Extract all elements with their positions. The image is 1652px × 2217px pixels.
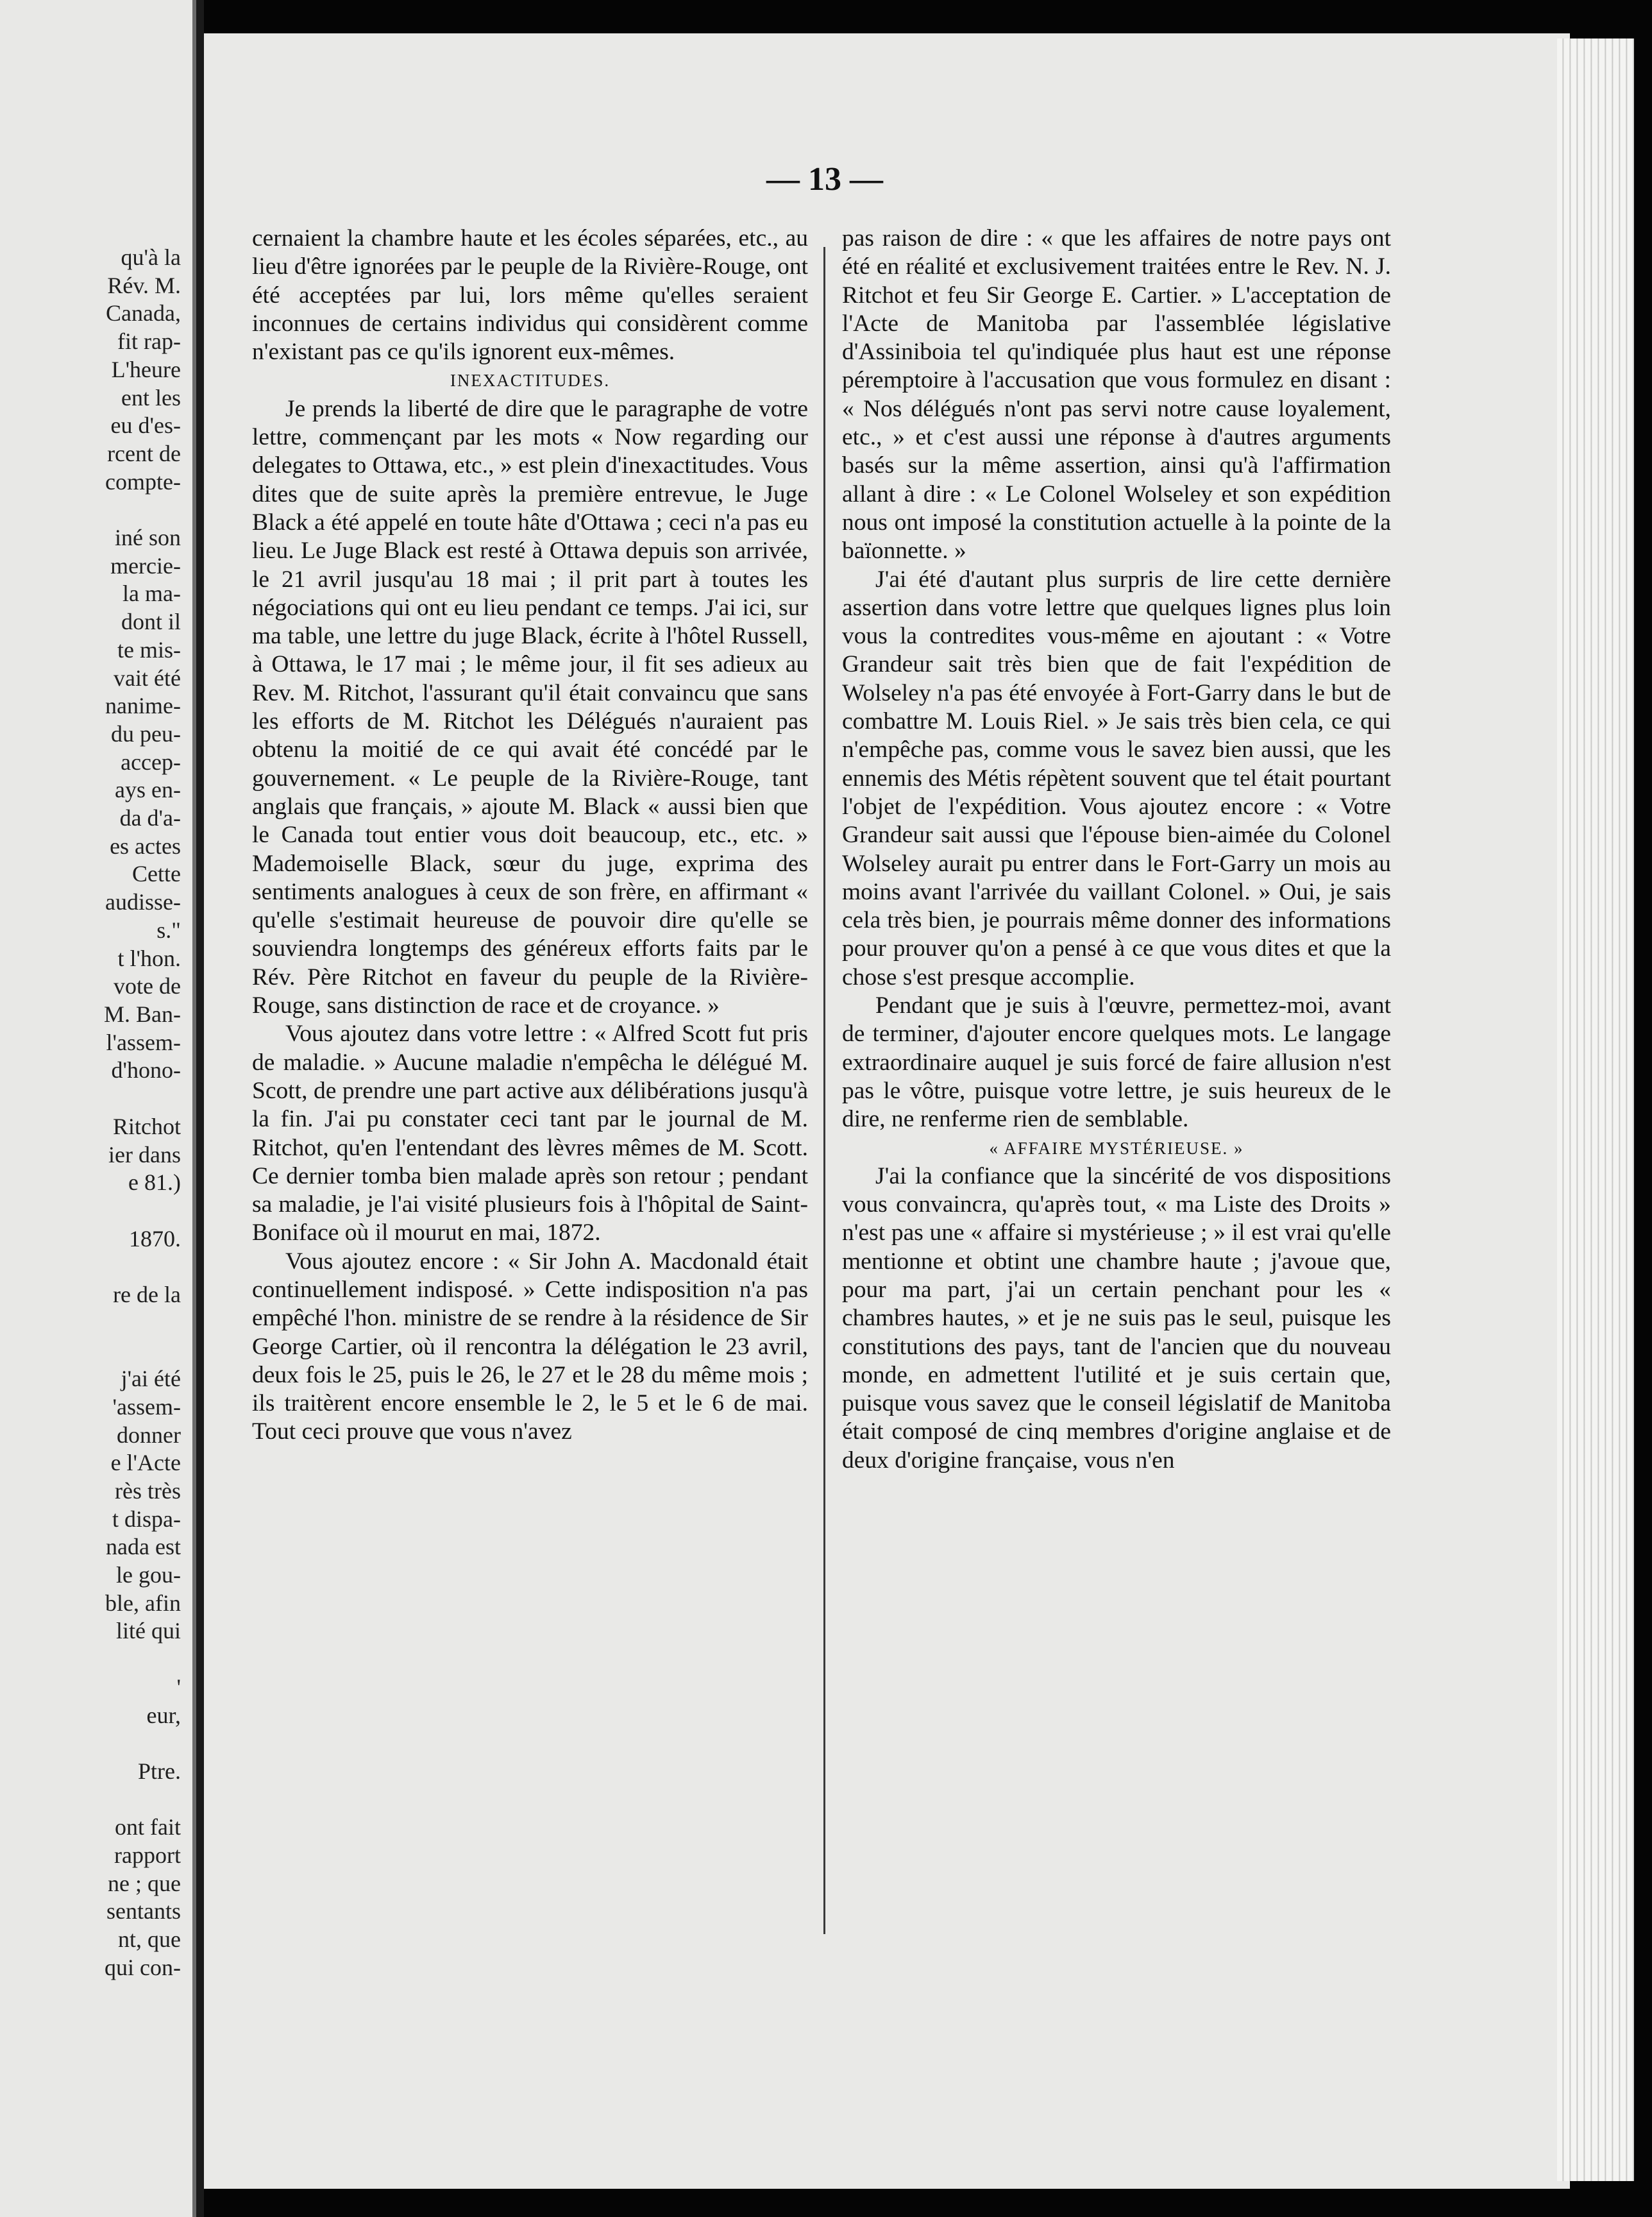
previous-page-line: qui con- (105, 1954, 181, 1980)
previous-page-line: t l'hon. (117, 945, 181, 971)
previous-page-line: te mis- (117, 636, 181, 663)
previous-page-line: 1870. (129, 1225, 181, 1252)
paragraph: pas raison de dire : « que les affaires de notre pays ont été en réalité et exclusivement traitées entre le Rev. N. J. Ritchot et feu Sir George E. Cartier. » L'acceptation de l'Acte de Manitoba par l'assemblée législative d'Assiniboia tel qu'indiquée plus haut est une réponse péremptoire à l'accusation que vous formulez en disant : « Nos délégués n'ont pas servi notre cause loyalement, etc., » et c'est aussi une réponse à d'autres arguments basés sur la même assertion, ainsi qu'à l'affirmation allant à dire : « Le Colonel Wolseley et son expédition nous ont imposé la constitution actuelle à la pointe de la baïonnette. » (842, 225, 1391, 565)
previous-page-line: Ptre. (138, 1758, 181, 1784)
text-column-right (842, 225, 1391, 1475)
previous-page-line: e l'Acte (110, 1450, 181, 1476)
previous-page-line (1, 496, 181, 524)
previous-page-line: ent les (121, 384, 181, 411)
previous-page-line: s." (156, 917, 181, 943)
previous-page-line: iné son (115, 525, 181, 551)
previous-page-line: Rév. M. (107, 272, 181, 298)
previous-page-line: t dispa- (112, 1506, 181, 1532)
paragraph: Vous ajoutez dans votre lettre : « Alfred Scott fut pris de maladie. » Aucune maladie n'empêcha le délégué M. Scott, de prendre une part active aux délibérations jusqu'à la fin. J'ai pu constater ceci tant par le journal de M. Ritchot, qu'en l'entendant des lèvres mêmes de M. Scott. Ce dernier tomba bien malade après son retour ; pendant sa maladie, je l'ai visité plusieurs fois à l'hôpital de Saint-Boniface où il mourut en mai, 1872. (252, 1021, 808, 1246)
paragraph: Pendant que je suis à l'œuvre, permettez-moi, avant de terminer, d'ajouter encore quelques mots. Le langage extraordinaire auquel je suis forcé de faire allusion n'est pas le vôtre, puisque votre lettre, je suis heureux de le dire, ne renferme rien de semblable. (842, 992, 1391, 1133)
previous-page-line: ont fait (115, 1814, 181, 1840)
previous-page-line: da d'a- (119, 805, 181, 831)
text-column-left (252, 225, 808, 1447)
previous-page-line: la ma- (122, 581, 181, 607)
previous-page-line: eur, (146, 1702, 181, 1728)
previous-page-line: L'heure (111, 356, 181, 382)
previous-page-line (1, 1786, 181, 1814)
section-title: « AFFAIRE MYSTÉRIEUSE. » (989, 1138, 1244, 1158)
paragraph: Je prends la liberté de dire que le paragraphe de votre lettre, commençant par les mots « Now regarding our delegates to Ottawa, etc., » est plein d'inexactitudes. Vous dites que de suite après la première entrevue, le Juge Black a été appelé en toute hâte d'Ottawa ; ceci n'a pas eu lieu. Le Juge Black est resté à Ottawa depuis son arrivée, le 21 avril jusqu'au 18 mai ; il prit part à toutes les négociations qui ont eu lieu pendant ce temps. J'ai ici, sur ma table, une lettre du juge Black, écrite à l'hôtel Russell, à Ottawa, le 17 mai ; le même jour, il fit ses adieux au Rev. M. Ritchot, l'assurant qu'il était convaincu que sans les efforts de M. Ritchot les Délégués n'auraient pas obtenu la moitié de ce qui avait été concédé par le gouvernement. « Le peuple de la Rivière-Rouge, tant anglais que français, » ajoute M. Black « aussi bien que le Canada tout entier vous doit beaucoup, etc., etc. » Mademoiselle Black, sœur du juge, exprima des sentiments analogues à ceux de son frère, en affirmant « qu'elle s'estimait heureuse de pouvoir dire qu'elle se souviendra longtemps des généreux efforts faits par le Rév. Père Ritchot en faveur du peuple de la Rivière-Rouge, sans distinction de race et de croyance. » (252, 395, 808, 1019)
paragraph: J'ai la confiance que la sincérité de vos dispositions vous convaincra, qu'après tout, « ma Liste des Droits » n'est pas une « affaire si mystérieuse ; » il est vrai qu'elle mentionne et obtint une chambre haute ; j'avoue que, pour ma part, j'ai un certain penchant pour les « chambres hautes, » et je ne suis pas le seul, puisque les constitutions des pays, tant de l'ancien que du nouveau monde, en admettent l'utilité et je suis certain que, puisque vous savez que le conseil législatif de Manitoba était composé de cinq membres d'origine anglaise et de deux d'origine française, vous n'en (842, 1162, 1391, 1474)
previous-page-line: l'assem- (106, 1029, 181, 1055)
section-title: INEXACTITUDES. (450, 371, 611, 391)
previous-page-line: 'assem- (112, 1393, 181, 1420)
previous-page-text (1, 244, 181, 1982)
previous-page-line: donner (117, 1422, 181, 1448)
previous-page-line: rès très (115, 1477, 181, 1504)
paragraph: J'ai été d'autant plus surpris de lire cette dernière assertion dans votre lettre que quelques lignes plus loin vous la contredites vous-même en ajoutant : « Votre Grandeur sait très bien que de fait l'expédition de Wolseley n'a pas été envoyée à Fort-Garry dans le but de combattre M. Louis Riel. » Je sais très bien cela, ce qui n'empêche pas, comme vous le savez bien aussi, que les ennemis des Métis répètent souvent que tel était pourtant l'objet de l'expédition. Vous ajoutez encore : « Votre Grandeur sait aussi que l'épouse bien-aimée du Colonel Wolseley aurait pu entrer dans le Fort-Garry un mois au moins avant l'arrivée du vaillant Colonel. » Oui, je sais cela très bien, je pourrais même donner des informations pour prouver qu'on a pensé à ce que vous dites et que la chose s'est presque accomplie. (842, 566, 1391, 990)
previous-page-line: Ritchot (113, 1113, 181, 1139)
previous-page-line: lité qui (116, 1618, 181, 1644)
previous-page-line: e 81.) (128, 1169, 181, 1196)
previous-page-line: rcent de (107, 440, 181, 466)
previous-page-line: nanime- (105, 693, 181, 719)
previous-page-line: mercie- (110, 552, 181, 579)
previous-page-line: vait été (114, 665, 181, 691)
previous-page-line: nt, que (118, 1926, 181, 1953)
previous-page-line: ' (176, 1674, 181, 1700)
previous-page-line: le gou- (116, 1562, 181, 1588)
previous-page-line (1, 1197, 181, 1225)
previous-page-fragment (0, 0, 196, 2217)
previous-page-line: j'ai été (121, 1366, 181, 1392)
paragraph: cernaient la chambre haute et les écoles séparées, etc., au lieu d'être ignorées par le peuple de la Rivière-Rouge, ont été acceptées par lui, lors même qu'elles seraient inconnues de certains individus qui considèrent comme n'existant pas ce qu'ils ignorent eux-mêmes. (252, 225, 808, 366)
previous-page-line: eu d'es- (110, 412, 181, 439)
previous-page-line: Canada, (106, 300, 181, 327)
previous-page-line: re de la (113, 1282, 181, 1308)
previous-page-line: nada est (106, 1534, 181, 1560)
previous-page-line: fit rap- (117, 328, 181, 355)
previous-page-line: audisse- (105, 889, 181, 915)
previous-page-line (1, 1253, 181, 1281)
previous-page-line (1, 1645, 181, 1674)
previous-page-line: sentants (106, 1898, 181, 1924)
previous-page-line: Cette (132, 861, 181, 887)
previous-page-line: dont il (121, 609, 181, 635)
page-edges (1557, 38, 1634, 2181)
previous-page-line (1, 1309, 181, 1338)
page-number: — 13 — (766, 161, 883, 198)
previous-page-line: rapport (114, 1842, 181, 1869)
previous-page-line: qu'à la (121, 244, 181, 270)
previous-page-line: d'hono- (111, 1057, 181, 1083)
column-rule (823, 247, 825, 1934)
previous-page-line: ble, afin (105, 1590, 181, 1616)
previous-page-line (1, 1729, 181, 1758)
previous-page-line (1, 1085, 181, 1113)
previous-page-line: M. Ban- (104, 1001, 181, 1027)
previous-page-line: ier dans (108, 1141, 181, 1168)
book-gutter (196, 0, 204, 2217)
previous-page-line: ays en- (115, 777, 181, 803)
previous-page-line: ne ; que (108, 1870, 181, 1896)
previous-page-line: accep- (121, 749, 181, 775)
previous-page-line: compte- (105, 468, 181, 495)
previous-page-line: vote de (114, 973, 181, 999)
paragraph: Vous ajoutez encore : « Sir John A. Macdonald était continuellement indisposé. » Cette indisposition n'a pas empêché l'hon. ministre de se rendre à la résidence de Sir George Cartier, où il rencontra la délégation le 23 avril, deux fois le 25, puis le 26, le 27 et le 28 du même mois ; ils traitèrent encore ensemble le 2, le 5 et le 6 de mai. Tout ceci prouve que vous n'avez (252, 1248, 808, 1445)
previous-page-line: es actes (110, 833, 181, 859)
previous-page-line: du peu- (111, 720, 181, 747)
previous-page-line (1, 1337, 181, 1365)
